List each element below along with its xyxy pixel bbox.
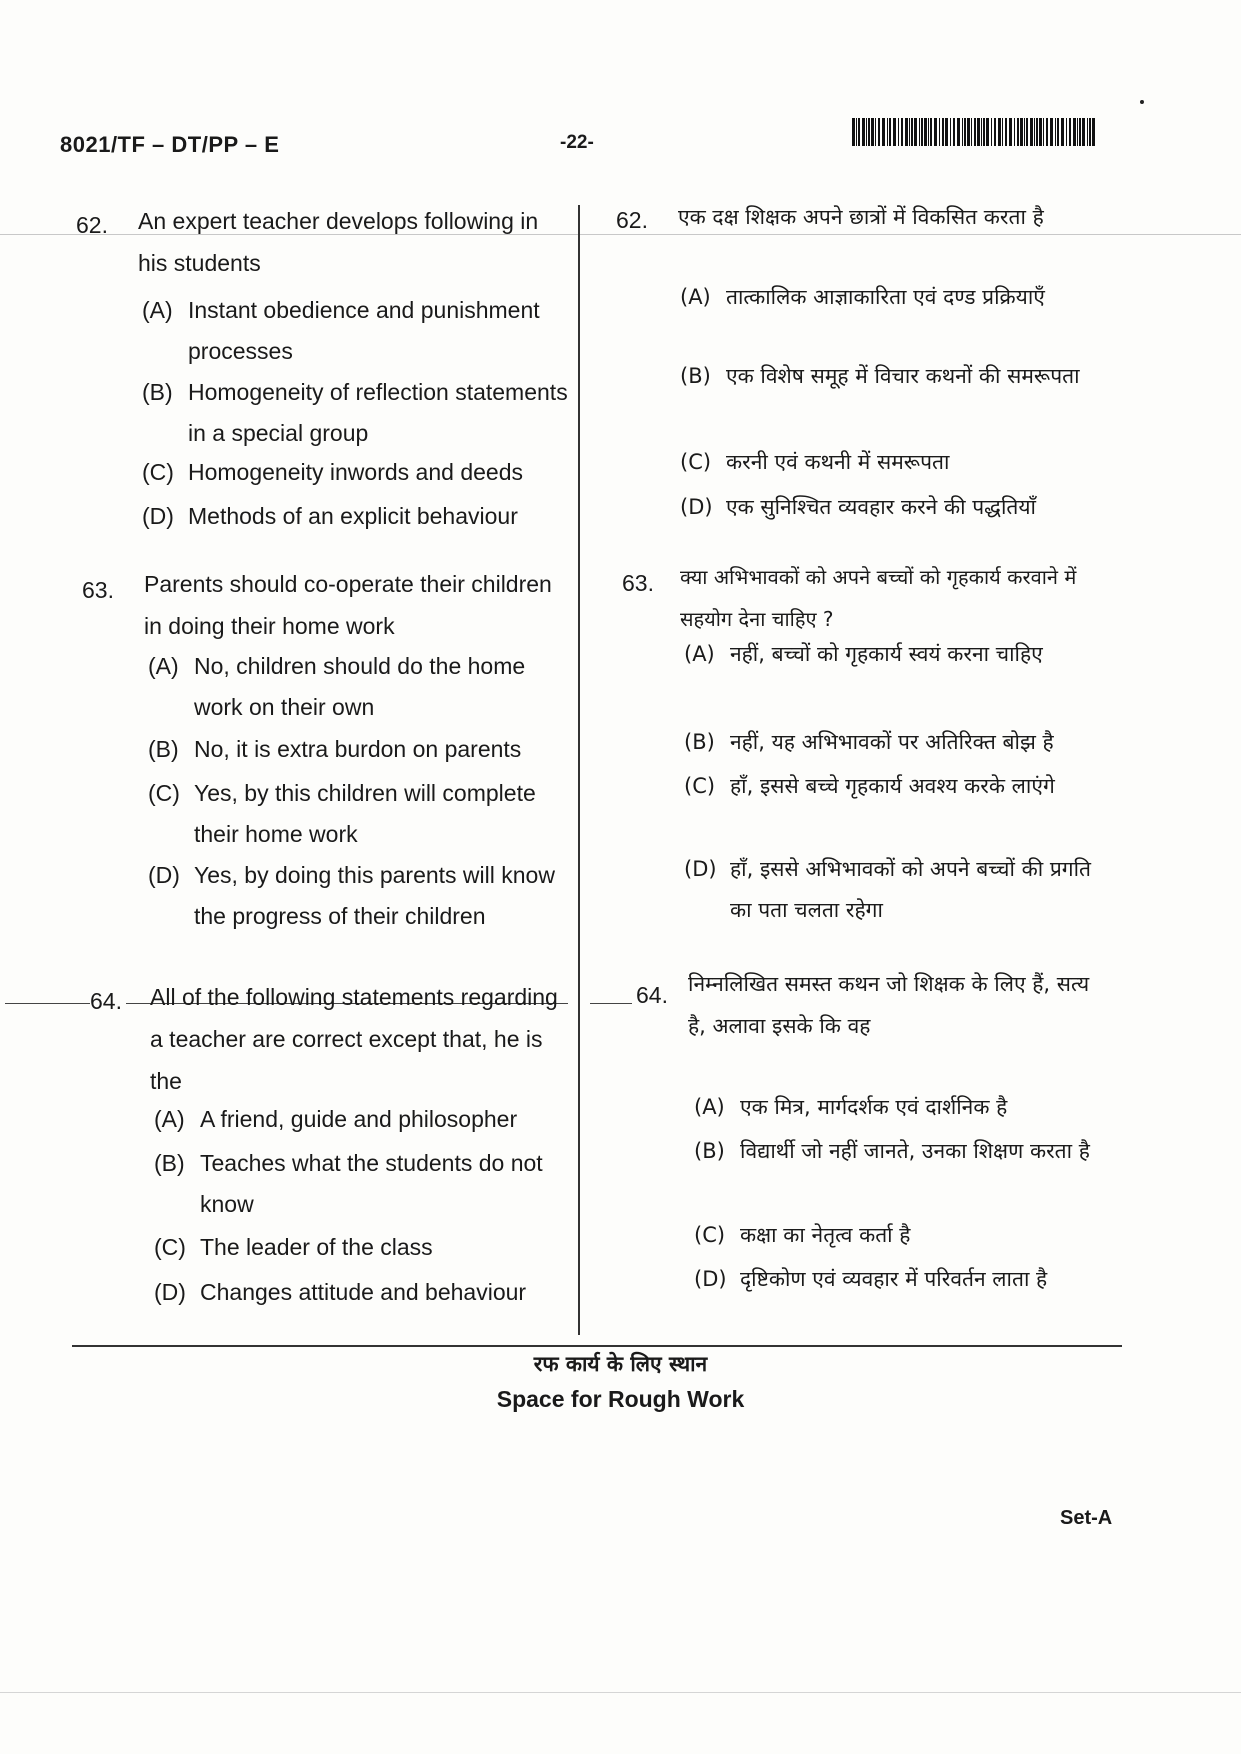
option-text: हाँ, इससे बच्चे गृहकार्य अवश्य करके लाएंगे bbox=[730, 774, 1055, 798]
option-a[interactable] bbox=[680, 277, 1100, 318]
option-label: (A) bbox=[684, 642, 715, 666]
option-text: दृष्टिकोण एवं व्यवहार में परिवर्तन लाता है bbox=[740, 1267, 1048, 1291]
option-label: (D) bbox=[684, 857, 717, 881]
rough-work-heading-hindi: रफ कार्य के लिए स्थान bbox=[533, 1352, 708, 1376]
option-label: (B) bbox=[680, 364, 711, 388]
option-text: हाँ, इससे अभिभावकों को अपने बच्चों की प्रगति का पता चलता रहेगा bbox=[730, 857, 1092, 922]
option-label: (C) bbox=[148, 780, 180, 806]
option-text: No, children should do the home work on their own bbox=[194, 653, 526, 720]
option-c[interactable] bbox=[142, 452, 572, 493]
option-a[interactable] bbox=[148, 646, 573, 728]
option-text: करनी एवं कथनी में समरूपता bbox=[726, 450, 950, 474]
question-number: 62. bbox=[616, 207, 648, 233]
option-text: एक मित्र, मार्गदर्शक एवं दार्शनिक है bbox=[740, 1095, 1008, 1119]
option-a[interactable] bbox=[694, 1087, 1114, 1128]
option-label: (A) bbox=[154, 1106, 185, 1132]
option-b[interactable] bbox=[694, 1131, 1114, 1172]
option-text: Homogeneity inwords and deeds bbox=[188, 459, 523, 485]
option-c[interactable] bbox=[694, 1215, 1114, 1256]
option-label: (B) bbox=[148, 736, 179, 762]
option-label: (C) bbox=[154, 1234, 186, 1260]
question-text: An expert teacher develops following in his students bbox=[138, 208, 539, 276]
option-label: (D) bbox=[142, 503, 174, 529]
question-text: All of the following statements regarding a teacher are correct except that, he is the bbox=[150, 984, 558, 1094]
question-number: 64. bbox=[632, 982, 672, 1009]
option-text: No, it is extra burdon on parents bbox=[194, 736, 522, 762]
option-c[interactable] bbox=[154, 1227, 574, 1268]
paper-code: 8021/TF – DT/PP – E bbox=[60, 132, 280, 157]
option-label: (A) bbox=[148, 653, 179, 679]
option-label: (A) bbox=[142, 297, 173, 323]
option-d[interactable] bbox=[148, 855, 573, 937]
option-text: नहीं, बच्चों को गृहकार्य स्वयं करना चाहिए bbox=[730, 642, 1043, 666]
option-label: (A) bbox=[694, 1095, 725, 1119]
option-text: नहीं, यह अभिभावकों पर अतिरिक्त बोझ है bbox=[730, 730, 1054, 754]
bottom-edge-rule bbox=[0, 1692, 1241, 1693]
option-label: (C) bbox=[680, 450, 712, 474]
option-text: Changes attitude and behaviour bbox=[200, 1279, 527, 1305]
barcode-icon bbox=[852, 118, 1097, 146]
option-a[interactable] bbox=[142, 290, 572, 372]
option-label: (B) bbox=[694, 1139, 725, 1163]
option-b[interactable] bbox=[154, 1143, 574, 1225]
set-label: Set-A bbox=[1060, 1507, 1113, 1529]
question-number: 62. bbox=[76, 212, 108, 238]
option-text: Methods of an explicit behaviour bbox=[188, 503, 518, 529]
option-label: (B) bbox=[684, 730, 715, 754]
option-b[interactable] bbox=[680, 356, 1100, 397]
option-label: (C) bbox=[694, 1223, 726, 1247]
option-c[interactable] bbox=[680, 442, 1100, 483]
option-a[interactable] bbox=[684, 634, 1104, 675]
option-a[interactable] bbox=[154, 1099, 574, 1140]
question-number: 63. bbox=[622, 570, 654, 596]
question-number: 63. bbox=[82, 577, 114, 603]
option-d[interactable] bbox=[694, 1259, 1114, 1300]
question-text: एक दक्ष शिक्षक अपने छात्रों में विकसित करता है bbox=[678, 205, 1044, 229]
option-d[interactable] bbox=[154, 1272, 574, 1313]
option-text: Yes, by this children will complete their home work bbox=[194, 780, 536, 847]
question-number: 64. bbox=[90, 988, 126, 1015]
option-text: A friend, guide and philosopher bbox=[200, 1106, 518, 1132]
option-label: (C) bbox=[684, 774, 716, 798]
option-text: Yes, by doing this parents will know the progress of their children bbox=[194, 862, 555, 929]
option-b[interactable] bbox=[142, 372, 572, 454]
option-d[interactable] bbox=[684, 849, 1104, 931]
option-c[interactable] bbox=[148, 773, 573, 855]
option-text: एक विशेष समूह में विचार कथनों की समरूपता bbox=[726, 364, 1080, 388]
option-b[interactable] bbox=[148, 729, 573, 770]
option-text: The leader of the class bbox=[200, 1234, 433, 1260]
option-text: एक सुनिश्चित व्यवहार करने की पद्धतियाँ bbox=[726, 495, 1036, 519]
question-text: निम्नलिखित समस्त कथन जो शिक्षक के लिए हैं, सत्य है, अलावा इसके कि वह bbox=[688, 972, 1090, 1038]
option-label: (B) bbox=[142, 379, 173, 405]
option-c[interactable] bbox=[684, 766, 1104, 807]
option-d[interactable] bbox=[142, 496, 572, 537]
column-divider bbox=[578, 205, 580, 1335]
option-label: (D) bbox=[694, 1267, 727, 1291]
option-text: तात्कालिक आज्ञाकारिता एवं दण्ड प्रक्रियाएँ bbox=[726, 285, 1045, 309]
option-label: (D) bbox=[680, 495, 713, 519]
option-text: कक्षा का नेतृत्व कर्ता है bbox=[740, 1223, 911, 1247]
option-d[interactable] bbox=[680, 487, 1100, 528]
option-b[interactable] bbox=[684, 722, 1104, 763]
option-label: (B) bbox=[154, 1150, 185, 1176]
bottom-rule bbox=[72, 1345, 1122, 1347]
page-number: -22- bbox=[560, 132, 594, 153]
option-text: Teaches what the students do not know bbox=[200, 1150, 543, 1217]
option-text: Homogeneity of reflection statements in a special group bbox=[188, 379, 568, 446]
option-label: (D) bbox=[154, 1279, 186, 1305]
option-label: (C) bbox=[142, 459, 174, 485]
option-label: (A) bbox=[680, 285, 711, 309]
question-text: Parents should co-operate their children in doing their home work bbox=[144, 571, 552, 639]
question-text: क्या अभिभावकों को अपने बच्चों को गृहकार्य करवाने में सहयोग देना चाहिए ? bbox=[680, 565, 1077, 631]
speck-mark bbox=[1140, 100, 1144, 104]
option-label: (D) bbox=[148, 862, 180, 888]
option-text: Instant obedience and punishment processes bbox=[188, 297, 540, 364]
option-text: विद्यार्थी जो नहीं जानते, उनका शिक्षण करता है bbox=[740, 1139, 1090, 1163]
rough-work-heading: Space for Rough Work bbox=[496, 1386, 745, 1412]
